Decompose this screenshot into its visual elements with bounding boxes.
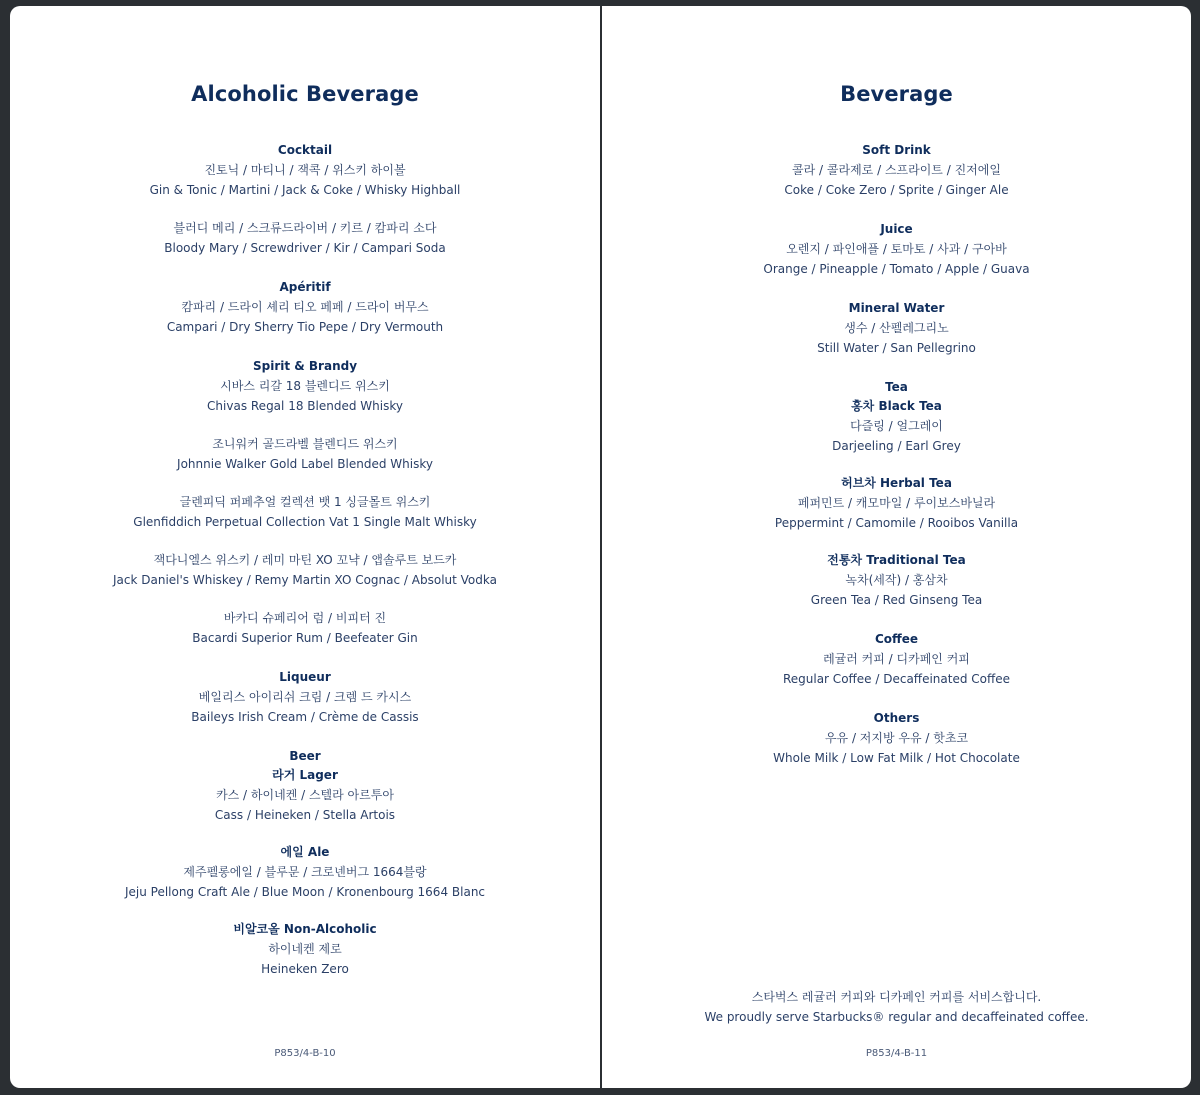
section-heading-tea: Tea [885, 380, 908, 394]
menu-item-korean: 잭다니엘스 위스키 / 레미 마틴 XO 꼬냑 / 앱솔루트 보드카 [153, 553, 457, 567]
menu-item-korean: 바카디 슈페리어 럼 / 비피터 진 [223, 611, 387, 625]
menu-item-english: Jeju Pellong Craft Ale / Blue Moon / Kronenbourg 1664 Blanc [124, 885, 486, 899]
section-heading-liqueur: Liqueur [279, 670, 331, 684]
section-heading-aperitif: Apéritif [279, 280, 331, 294]
page-title: Alcoholic Beverage [191, 82, 419, 106]
subsection-heading-herbal-tea: 허브차 Herbal Tea [841, 476, 952, 490]
section-heading-spirit-brandy: Spirit & Brandy [252, 359, 358, 373]
menu-item-english: Still Water / San Pellegrino [817, 341, 976, 355]
menu-item-english: Campari / Dry Sherry Tio Pepe / Dry Vermouth [166, 320, 444, 334]
section-heading-cocktail: Cocktail [277, 143, 333, 157]
notice-korean: 스타벅스 레귤러 커피와 디카페인 커피를 서비스합니다. [751, 990, 1042, 1004]
menu-item-english: Jack Daniel's Whiskey / Remy Martin XO Cognac / Absolut Vodka [113, 573, 497, 587]
section-heading-soft-drink: Soft Drink [862, 143, 931, 157]
menu-item-korean: 카스 / 하이네켄 / 스텔라 아르투아 [216, 788, 394, 802]
beverage-page [602, 6, 1191, 1088]
menu-item-korean: 다즐링 / 얼그레이 [850, 419, 943, 433]
menu-item-korean: 글렌피딕 퍼페추얼 컬렉션 뱃 1 싱글몰트 위스키 [179, 495, 431, 509]
menu-item-korean: 오렌지 / 파인애플 / 토마토 / 사과 / 구아바 [786, 242, 1007, 256]
menu-item-korean: 조니워커 골드라벨 블렌디드 위스키 [212, 437, 398, 451]
page-title: Beverage [840, 82, 953, 106]
menu-item-korean: 진토닉 / 마티니 / 잭콕 / 위스키 하이볼 [204, 163, 406, 177]
menu-item-korean: 녹차(세작) / 홍삼차 [845, 573, 948, 587]
menu-item-english: Cass / Heineken / Stella Artois [214, 808, 396, 822]
subsection-heading-ale: 에일 Ale [280, 845, 330, 859]
alcoholic-beverage-page [10, 6, 600, 1088]
menu-item-english: Gin & Tonic / Martini / Jack & Coke / Whisky Highball [149, 183, 461, 197]
menu-item-korean: 레귤러 커피 / 디카페인 커피 [823, 652, 970, 666]
section-heading-beer: Beer [289, 749, 321, 763]
section-heading-coffee: Coffee [874, 632, 919, 646]
menu-item-korean: 캄파리 / 드라이 셰리 티오 페페 / 드라이 버무스 [181, 300, 429, 314]
menu-item-english: Bacardi Superior Rum / Beefeater Gin [192, 631, 418, 645]
menu-item-korean: 시바스 리갈 18 블렌디드 위스키 [220, 379, 390, 393]
page-code: P853/4-B-11 [865, 1048, 928, 1059]
menu-item-korean: 블러디 메리 / 스크류드라이버 / 키르 / 캄파리 소다 [173, 221, 437, 235]
menu-item-english: Darjeeling / Earl Grey [832, 439, 961, 453]
subsection-heading-non-alcoholic: 비알코올 Non-Alcoholic [233, 922, 377, 936]
menu-item-english: Johnnie Walker Gold Label Blended Whisky [177, 457, 433, 471]
subsection-heading-black-tea: 홍차 Black Tea [851, 399, 942, 413]
menu-item-korean: 페퍼민트 / 캐모마일 / 루이보스바닐라 [797, 496, 996, 510]
menu-item-english: Orange / Pineapple / Tomato / Apple / Guava [763, 262, 1030, 276]
section-heading-mineral-water: Mineral Water [848, 301, 945, 315]
menu-item-english: Green Tea / Red Ginseng Tea [810, 593, 983, 607]
menu-item-english: Peppermint / Camomile / Rooibos Vanilla [774, 516, 1019, 530]
alcoholic-menu-list [10, 141, 600, 979]
menu-item-korean: 생수 / 산펠레그리노 [844, 321, 949, 335]
menu-item-english: Coke / Coke Zero / Sprite / Ginger Ale [784, 183, 1009, 197]
page-code: P853/4-B-10 [274, 1048, 336, 1059]
menu-item-english: Glenfiddich Perpetual Collection Vat 1 Single Malt Whisky [133, 515, 477, 529]
menu-item-korean: 하이네켄 제로 [268, 942, 342, 956]
menu-item-korean: 베일리스 아이리쉬 크림 / 크렘 드 카시스 [198, 690, 412, 704]
menu-item-korean: 콜라 / 콜라제로 / 스프라이트 / 진저에일 [792, 163, 1001, 177]
subsection-heading-lager: 라거 Lager [272, 768, 338, 782]
menu-item-english: Heineken Zero [261, 962, 349, 976]
menu-item-korean: 우유 / 저지방 우유 / 핫초코 [824, 731, 969, 745]
menu-item-english: Baileys Irish Cream / Crème de Cassis [191, 710, 419, 724]
menu-item-english: Whole Milk / Low Fat Milk / Hot Chocolate [773, 751, 1020, 765]
starbucks-notice [602, 987, 1191, 1027]
section-heading-others: Others [873, 711, 920, 725]
section-heading-juice: Juice [880, 222, 913, 236]
menu-item-korean: 제주펠롱에일 / 블루문 / 크로넨버그 1664블랑 [183, 865, 427, 879]
menu-item-english: Bloody Mary / Screwdriver / Kir / Campari Soda [164, 241, 446, 255]
subsection-heading-traditional-tea: 전통차 Traditional Tea [827, 553, 966, 567]
menu-item-english: Chivas Regal 18 Blended Whisky [207, 399, 403, 413]
notice-english: We proudly serve Starbucks® regular and decaffeinated coffee. [704, 1010, 1089, 1024]
beverage-menu-list [602, 141, 1191, 768]
menu-item-english: Regular Coffee / Decaffeinated Coffee [782, 672, 1011, 686]
